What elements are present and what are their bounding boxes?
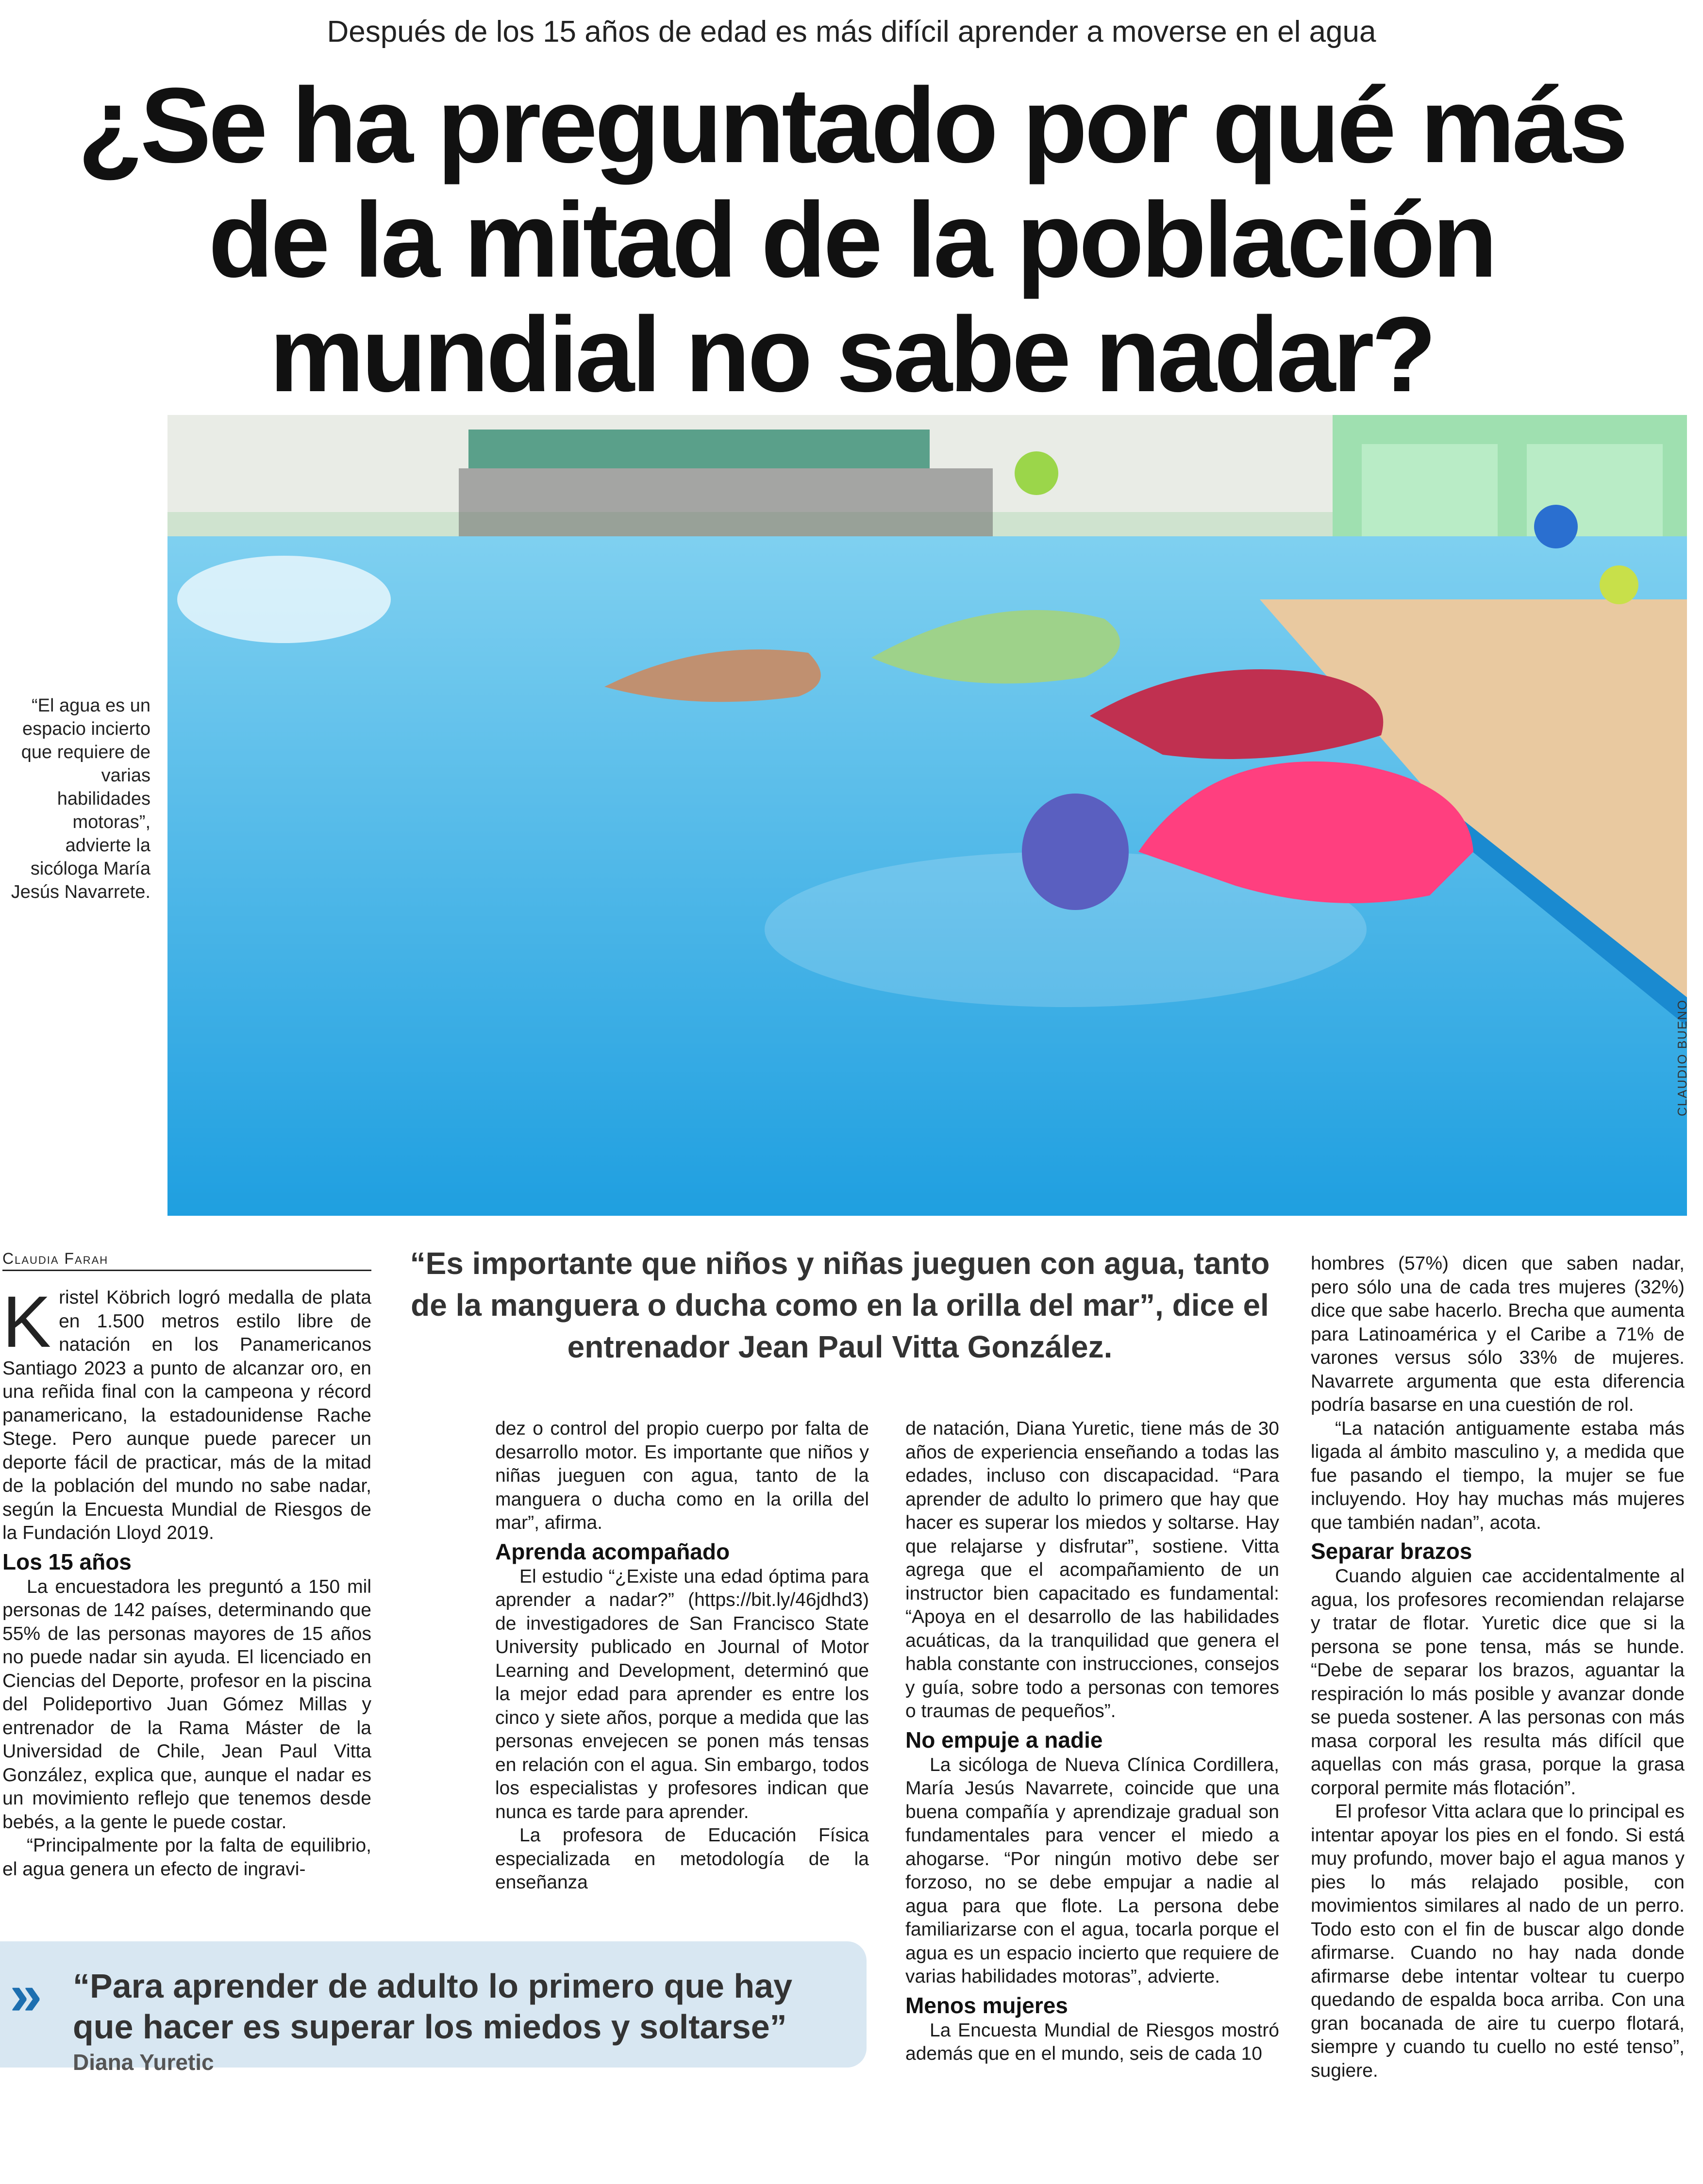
quote-author: Diana Yuretic (73, 2050, 214, 2075)
subhead-aprenda-acompanado: Aprenda acompañado (495, 1539, 730, 1564)
paragraph: La Encuesta Mundial de Riesgos mostró además que en el mundo, seis de cada 10 (905, 2019, 1279, 2064)
paragraph: “La natación antiguamente estaba más ligada al ámbito masculino y, a medida que fue pasando el tiempo, la mujer se fue incluyendo. Hoy hay muchas más mujeres que también nadan”, acota. (1311, 1418, 1685, 1533)
subhead-no-empuje-a-nadie: No empuje a nadie (905, 1727, 1103, 1753)
lead-text: ristel Köbrich logró medalla de plata en 1.500 metros estilo libre de natación en los Panamericanos Santiago 2023 a punto de alcanzar oro, en una reñida final con la campeona y récord panamericano, la estadounidense Rache Stege. Pero aunque puede parecer un deporte fácil de practicar, más de la mitad de la población del mundo no sabe nadar, según la Encuesta Mundial de Riesgos de la Fundación Lloyd 2019. (2, 1287, 371, 1543)
paragraph: La sicóloga de Nueva Clínica Cordillera, María Jesús Navarrete, coincide que una buena compañía y aprendizaje gradual son fundamentales para vencer el miedo a ahogarse. “Por ningún motivo debe ser forzoso, no se debe empujar a nadie al agua para que flote. La persona debe familiarizarse con el agua, tocarla porque el agua es un espacio incierto que requiere de varias habilidades motoras”, advierte. (905, 1754, 1279, 1987)
byline-box (2, 1250, 371, 1271)
paragraph: de natación, Diana Yuretic, tiene más de 30 años de experiencia enseñando a todas las edades, incluso con discapacidad. “Para aprender de adulto lo primero que hay que hacer es superar los miedos y soltarse. Hay que relajarse y disfrutar”, sostiene. Vitta agrega que el acompañamiento de un instructor bien capacitado es fundamental: “Apoya en el desarrollo de las habilidades acuáticas, da la tranquilidad que genera el habla constante con instrucciones, consejos y guía, sobre todo a personas con temores o traumas de pequeños”. (905, 1418, 1279, 1721)
kicker: Después de los 15 años de edad es más difícil aprender a moverse en el agua (327, 15, 1376, 49)
paragraph: dez o control del propio cuerpo por falta de desarrollo motor. Es importante que niños y niñas jueguen con agua, tanto de la manguera o ducha como en la orilla del mar”, afirma. (495, 1418, 869, 1533)
paragraph: La profesora de Educación Física especializada en metodología de la enseñanza (495, 1825, 869, 1893)
pull-quote: “Es importante que niños y niñas jueguen con agua, tanto de la manguera o ducha como en la orilla del mar”, dice el entrenador Jean Paul Vitta González. (410, 1246, 1270, 1364)
photo-caption: “El agua es un espacio incierto que requiere de varias habilidades motoras”, advierte la sicóloga María Jesús Navarrete. (11, 695, 150, 902)
paragraph: La encuestadora les preguntó a 150 mil personas de 142 países, determinando que 55% de las personas mayores de 15 años no puede nadar sin ayuda. El licenciado en Ciencias del Deporte, profesor en la piscina del Polideportivo Juan Gómez Millas y entrenador de la Rama Máster de la Universidad de Chile, Jean Paul Vitta González, explica que, aunque el nadar es un movimiento reflejo que tenemos desde bebés, a la gente le puede costar. (2, 1576, 371, 1833)
headline-line-3: mundial no sabe nadar? (269, 295, 1434, 414)
column-4 (1311, 1252, 1685, 2083)
headline (73, 68, 1630, 412)
paragraph: hombres (57%) dicen que saben nadar, pero sólo una de cada tres mujeres (32%) dice que sabe hacerlo. Brecha que aumenta para Latinoamérica y el Caribe a 71% de varones versus sólo 33% de mujeres. Navarrete argumenta que esta diferencia podría basarse en una cuestión de rol. (1311, 1253, 1685, 1415)
paragraph: Cuando alguien cae accidentalmente al agua, los profesores recomiendan relajarse y tratar de flotar. Yuretic dice que si la persona se pone tensa, más se hunde. “Debe de separar los brazos, aguantar la respiración lo más posible y avanzar donde se pueda sostener. A las personas con más masa corporal les resulta más difícil que aquellas con más grasa, porque la grasa corporal permite más flotación”. (1311, 1566, 1685, 1799)
paragraph: “Principalmente por la falta de equilibrio, el agua genera un efecto de ingravi- (2, 1835, 371, 1880)
subhead-menos-mujeres: Menos mujeres (905, 1992, 1068, 2018)
swimmers-photo (167, 415, 1687, 1216)
quote-text: “Para aprender de adulto lo primero que hay que hacer es superar los miedos y soltarse” (73, 1967, 793, 2046)
column-2 (495, 1417, 869, 1895)
drop-cap: K (2, 1281, 51, 1362)
headline-line-2: de la mitad de la población (208, 180, 1495, 299)
photo-credit: CLAUDIO BUENO (1675, 999, 1689, 1116)
subhead-los-15-anos: Los 15 años (2, 1549, 132, 1574)
column-3 (905, 1417, 1279, 2066)
column-1 (2, 1281, 371, 1881)
subhead-separar-brazos: Separar brazos (1311, 1539, 1472, 1564)
byline: Claudia Farah (2, 1250, 109, 1267)
paragraph: El profesor Vitta aclara que lo principal es intentar apoyar los pies en el fondo. Si está muy profundo, mover bajo el agua manos y pies lo más relajado posible, con movimientos similares al nado de un perro. Todo esto con el fin de buscar algo donde afirmarse. Cuando no hay nada donde afirmarse debe intentar voltear tu cuerpo quedando de espalda boca arriba. Con una gran bocanada de aire tu cuerpo flotará, siempre y cuando tu cuello no esté tenso”, sugiere. (1311, 1801, 1685, 2081)
paragraph: El estudio “¿Existe una edad óptima para aprender a nadar?” (https://bit.ly/46jdhd3) de investigadores de San Francisco State University publicado en Journal of Motor Learning and Development, determinó que la mejor edad para aprender es entre los cinco y siete años, porque a medida que las personas envejecen se ponen más tensas en relación con el agua. Sin embargo, todos los especialistas y profesores indican que nunca es tarde para aprender. (495, 1566, 869, 1822)
lead-paragraph (2, 1281, 371, 1545)
quote-chevron-icon: » (10, 1962, 42, 2027)
headline-line-1: ¿Se ha preguntado por qué más (78, 66, 1625, 185)
